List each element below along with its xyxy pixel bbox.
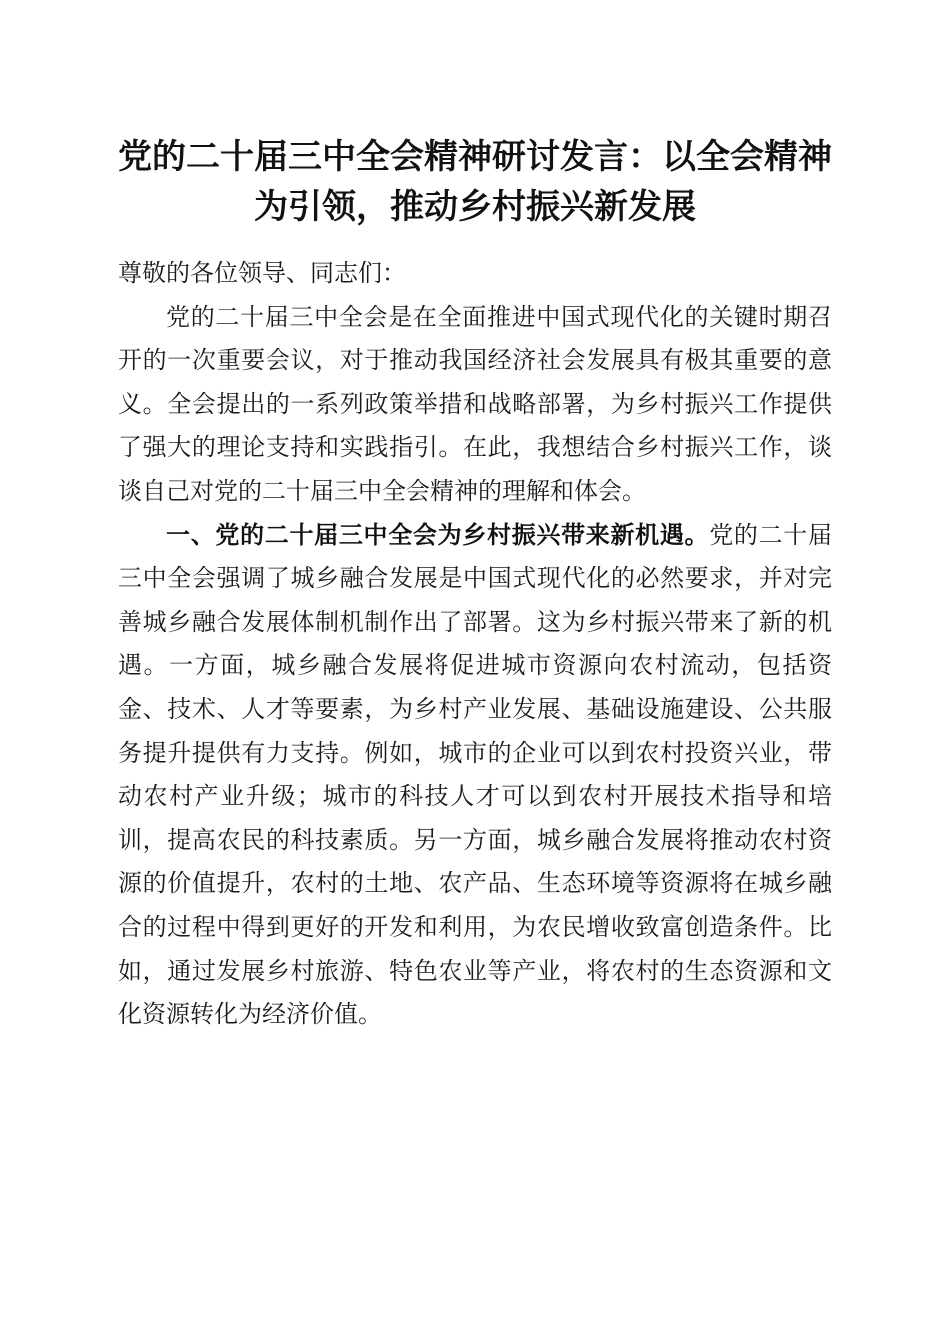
paragraph-intro: 党的二十届三中全会是在全面推进中国式现代化的关键时期召开的一次重要会议，对于推动我国经济社会发展具有极其重要的意义。全会提出的一系列政策举措和战略部署，为乡村振兴工作提供了强大的理论支持和实践指引。在此，我想结合乡村振兴工作，谈谈自己对党的二十届三中全会精神的理解和体会。: [118, 302, 832, 505]
document-body: [118, 252, 832, 1037]
document-title: 党的二十届三中全会精神研讨发言：以全会精神为引领，推动乡村振兴新发展: [118, 137, 832, 227]
paragraph-section-1: [118, 514, 832, 1037]
section-1-heading: 一、党的二十届三中全会为乡村振兴带来新机遇。: [166, 520, 710, 549]
section-1-body: 党的二十届三中全会强调了城乡融合发展是中国式现代化的必然要求，并对完善城乡融合发展体制机制作出了部署。这为乡村振兴带来了新的机遇。一方面，城乡融合发展将促进城市资源向农村流动，包括资金、技术、人才等要素，为乡村产业发展、基础设施建设、公共服务提升提供有力支持。例如，城市的企业可以到农村投资兴业，带动农村产业升级；城市的科技人才可以到农村开展技术指导和培训，提高农民的科技素质。另一方面，城乡融合发展将推动农村资源的价值提升，农村的土地、农产品、生态环境等资源将在城乡融合的过程中得到更好的开发和利用，为农民增收致富创造条件。比如，通过发展乡村旅游、特色农业等产业，将农村的生态资源和文化资源转化为经济价值。: [118, 520, 833, 1029]
salutation: 尊敬的各位领导、同志们：: [118, 259, 406, 287]
